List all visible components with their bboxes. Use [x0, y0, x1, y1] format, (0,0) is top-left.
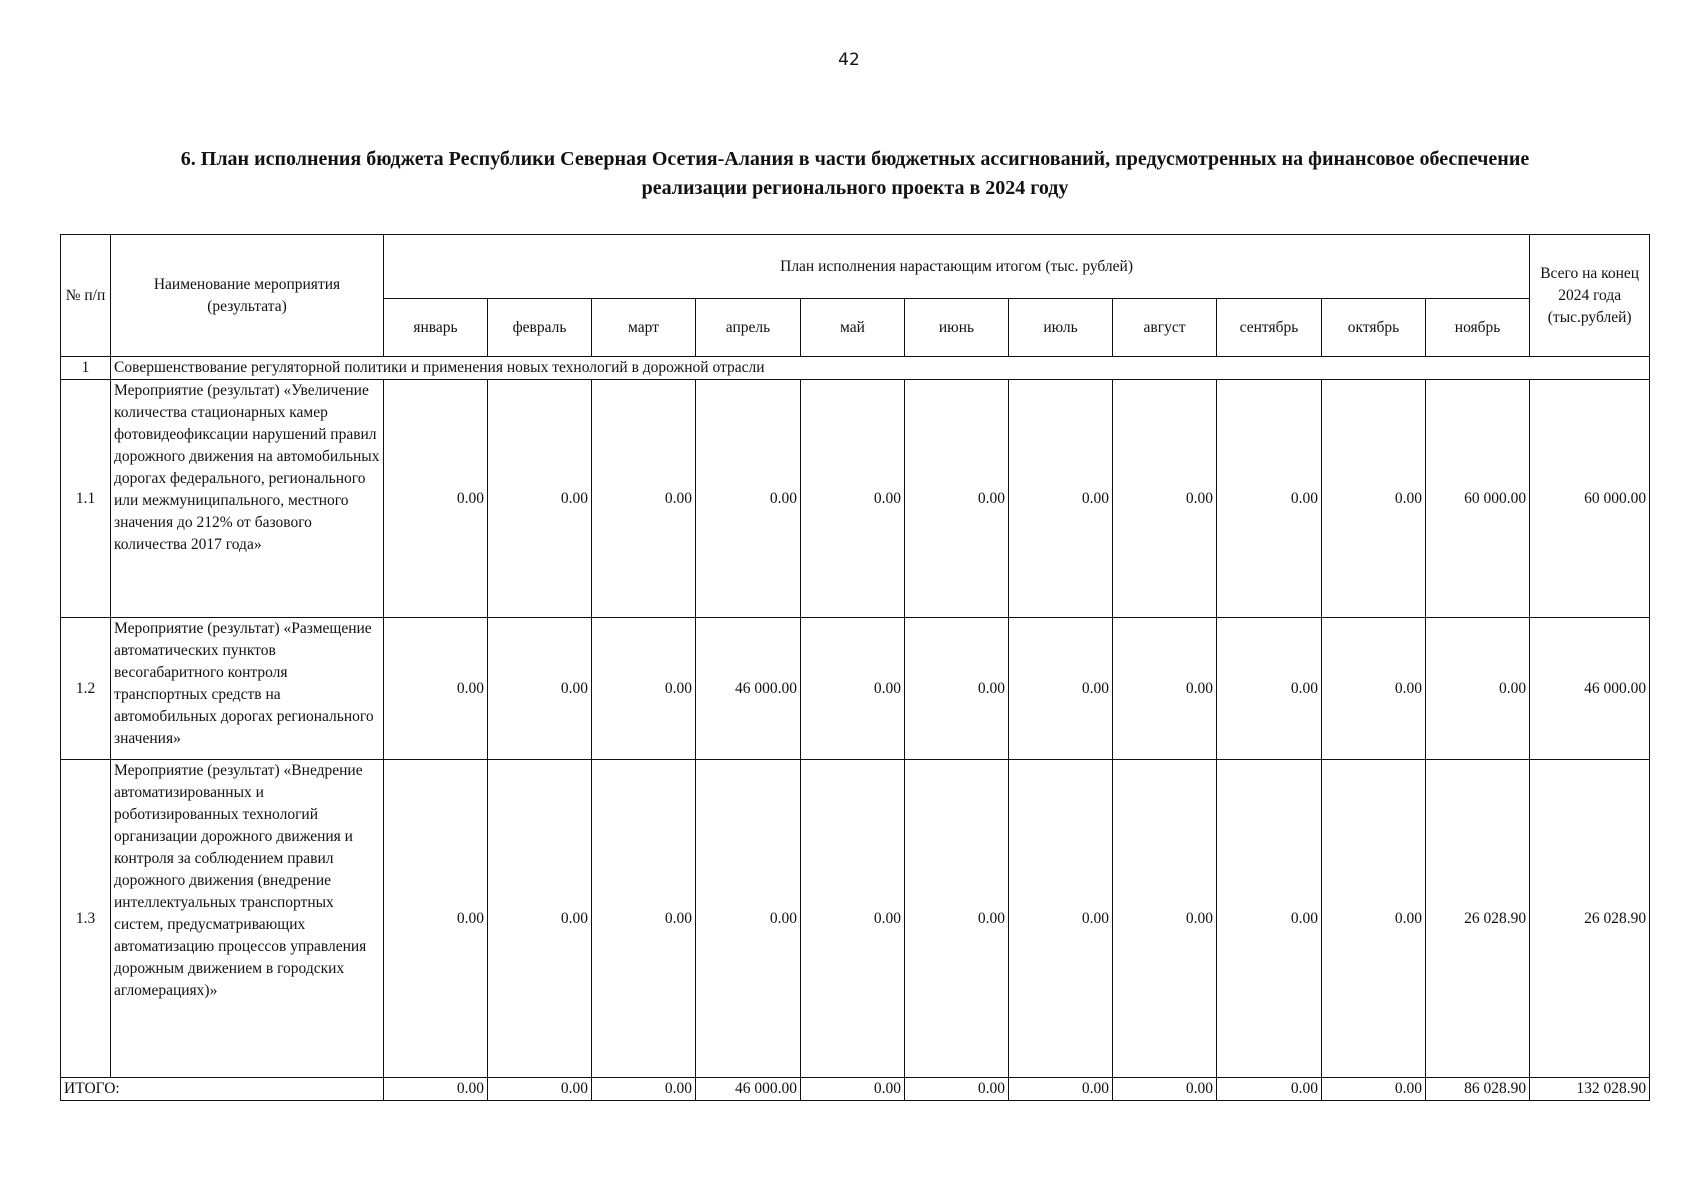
table-row	[61, 380, 1650, 618]
page-title	[60, 145, 1650, 203]
row-value: 0.00	[905, 760, 1009, 1078]
row-name: Мероприятие (результат) «Внедрение автоматизированных и роботизированных технологий организации дорожного движения и контроля за соблюдением правил дорожного движения (внедрение интеллектуальных транспортных систем, предусматривающих автоматизацию процессов управления дорожным движением в городских агломерациях)»	[111, 760, 384, 1078]
row-value: 0.00	[592, 760, 696, 1078]
header-month: октябрь	[1322, 299, 1426, 357]
title-line-2: реализации регионального проекта в 2024 году	[641, 177, 1069, 199]
row-value: 0.00	[1217, 380, 1322, 618]
grand-total-value: 0.00	[488, 1078, 592, 1101]
row-value: 0.00	[1009, 380, 1113, 618]
header-num: № п/п	[61, 235, 111, 357]
row-value: 0.00	[801, 618, 905, 760]
row-value: 0.00	[488, 618, 592, 760]
row-num: 1.1	[61, 380, 111, 618]
grand-total-value: 0.00	[801, 1078, 905, 1101]
row-value: 0.00	[1113, 618, 1217, 760]
row-value: 0.00	[1322, 380, 1426, 618]
grand-total-label: ИТОГО:	[61, 1078, 384, 1101]
row-value: 0.00	[1217, 760, 1322, 1078]
row-value: 0.00	[1113, 380, 1217, 618]
row-value: 0.00	[384, 760, 488, 1078]
row-value: 26 028.90	[1426, 760, 1530, 1078]
row-value: 0.00	[1009, 760, 1113, 1078]
row-num: 1.3	[61, 760, 111, 1078]
row-value: 0.00	[384, 618, 488, 760]
row-total: 60 000.00	[1530, 380, 1650, 618]
row-total: 26 028.90	[1530, 760, 1650, 1078]
header-month: июнь	[905, 299, 1009, 357]
row-value: 0.00	[1322, 760, 1426, 1078]
header-month: июль	[1009, 299, 1113, 357]
row-value: 0.00	[1009, 618, 1113, 760]
row-value: 0.00	[384, 380, 488, 618]
header-month: сентябрь	[1217, 299, 1322, 357]
grand-total-value: 46 000.00	[696, 1078, 801, 1101]
row-name: Мероприятие (результат) «Размещение автоматических пунктов весогабаритного контроля транспортных средств на автомобильных дорогах регионального значения»	[111, 618, 384, 760]
grand-total-value: 0.00	[1009, 1078, 1113, 1101]
header-month: апрель	[696, 299, 801, 357]
row-value: 0.00	[696, 760, 801, 1078]
section-row	[61, 357, 1650, 380]
row-value: 0.00	[801, 760, 905, 1078]
title-line-1: 6. План исполнения бюджета Республики Северная Осетия-Алания в части бюджетных ассигнований, предусмотренных на финансовое обеспечение	[180, 148, 1530, 170]
budget-plan-table	[60, 234, 1650, 1101]
grand-total-value: 0.00	[592, 1078, 696, 1101]
header-total: Всего на конец 2024 года (тыс.рублей)	[1530, 235, 1650, 357]
header-month: февраль	[488, 299, 592, 357]
row-value: 46 000.00	[696, 618, 801, 760]
row-value: 0.00	[905, 380, 1009, 618]
grand-total-value: 86 028.90	[1426, 1078, 1530, 1101]
row-value: 60 000.00	[1426, 380, 1530, 618]
header-month: август	[1113, 299, 1217, 357]
header-month: март	[592, 299, 696, 357]
row-value: 0.00	[696, 380, 801, 618]
section-name: Совершенствование регуляторной политики и применения новых технологий в дорожной отрасли	[111, 357, 1650, 380]
row-num: 1.2	[61, 618, 111, 760]
table-row	[61, 618, 1650, 760]
row-value: 0.00	[488, 760, 592, 1078]
table-row	[61, 760, 1650, 1078]
grand-total-sum: 132 028.90	[1530, 1078, 1650, 1101]
row-value: 0.00	[1322, 618, 1426, 760]
row-value: 0.00	[592, 380, 696, 618]
grand-total-value: 0.00	[905, 1078, 1009, 1101]
grand-total-value: 0.00	[384, 1078, 488, 1101]
row-value: 0.00	[592, 618, 696, 760]
row-value: 0.00	[905, 618, 1009, 760]
header-name: Наименование мероприятия (результата)	[111, 235, 384, 357]
header-month: май	[801, 299, 905, 357]
grand-total-value: 0.00	[1217, 1078, 1322, 1101]
header-month: ноябрь	[1426, 299, 1530, 357]
grand-total-value: 0.00	[1322, 1078, 1426, 1101]
page-number: 42	[838, 50, 860, 70]
grand-total-value: 0.00	[1113, 1078, 1217, 1101]
row-value: 0.00	[488, 380, 592, 618]
row-total: 46 000.00	[1530, 618, 1650, 760]
grand-total-row	[61, 1078, 1650, 1101]
section-num: 1	[61, 357, 111, 380]
header-plan: План исполнения нарастающим итогом (тыс. рублей)	[384, 235, 1530, 299]
row-value: 0.00	[1217, 618, 1322, 760]
header-month: январь	[384, 299, 488, 357]
row-value: 0.00	[1113, 760, 1217, 1078]
row-value: 0.00	[1426, 618, 1530, 760]
row-value: 0.00	[801, 380, 905, 618]
row-name: Мероприятие (результат) «Увеличение количества стационарных камер фотовидеофиксации нарушений правил дорожного движения на автомобильных дорогах федерального, регионального или межмуниципального, местного значения до 212% от базового количества 2017 года»	[111, 380, 384, 618]
